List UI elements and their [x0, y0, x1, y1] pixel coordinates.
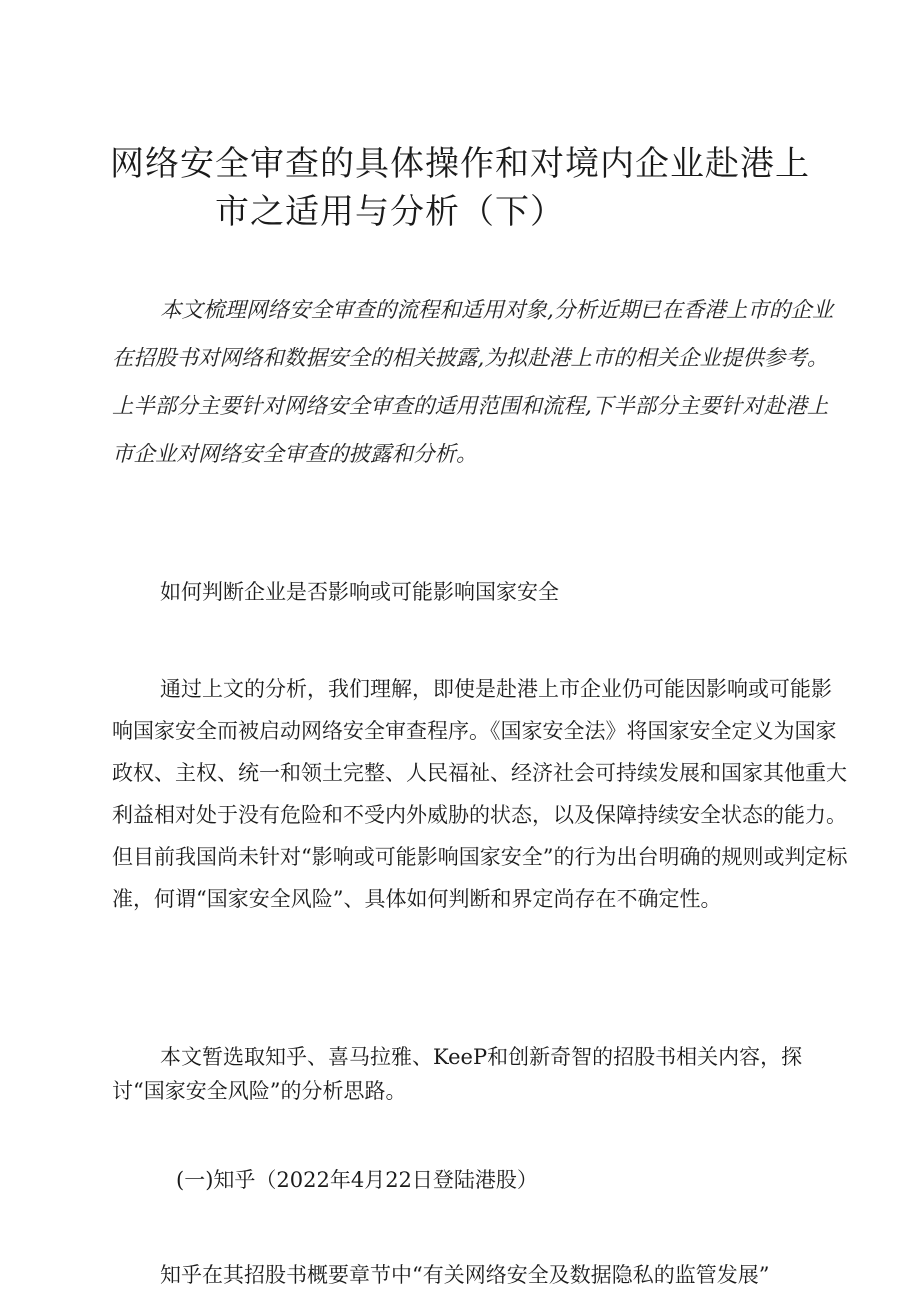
document-title	[110, 140, 830, 236]
abstract-paragraph: 本文梳理网络安全审查的流程和适用对象,分析近期已在香港上市的企业在招股书对网络和数据安全的相关披露,为拟赴港上市的相关企业提供参考。上半部分主要针对网络安全审查的适用范围和流程,下半部分主要针对赴港上市企业对网络安全审查的披露和分析。	[112, 298, 834, 467]
title-line-2: 市之适用与分析（下）	[215, 192, 565, 232]
body-paragraph-1: 通过上文的分析，我们理解，即使是赴港上市企业仍可能因影响或可能影响国家安全而被启动网络安全审查程序。《国家安全法》将国家安全定义为国家政权、主权、统一和领土完整、人民福祉、经济社会可持续发展和国家其他重大利益相对处于没有危险和不受内外威胁的状态，以及保障持续安全状态的能力。但目前我国尚未针对“影响或可能影响国家安全”的行为出台明确的规则或判定标准，何谓“国家安全风险”、具体如何判断和界定尚存在不确定性。	[112, 677, 848, 911]
section-heading: 如何判断企业是否影响或可能影响国家安全	[160, 580, 559, 604]
title-line-1: 网络安全审查的具体操作和对境内企业赴港上	[110, 144, 810, 184]
body-paragraph-2: 本文暂选取知乎、喜马拉雅、KeeP和创新奇智的招股书相关内容，探讨“国家安全风险”的分析思路。	[112, 1045, 803, 1103]
sub-heading-zhihu: (一)知乎（2022年4月22日登陆港股）	[176, 1168, 538, 1192]
body-paragraph-3: 知乎在其招股书概要章节中“有关网络安全及数据隐私的监管发展”	[160, 1263, 770, 1287]
